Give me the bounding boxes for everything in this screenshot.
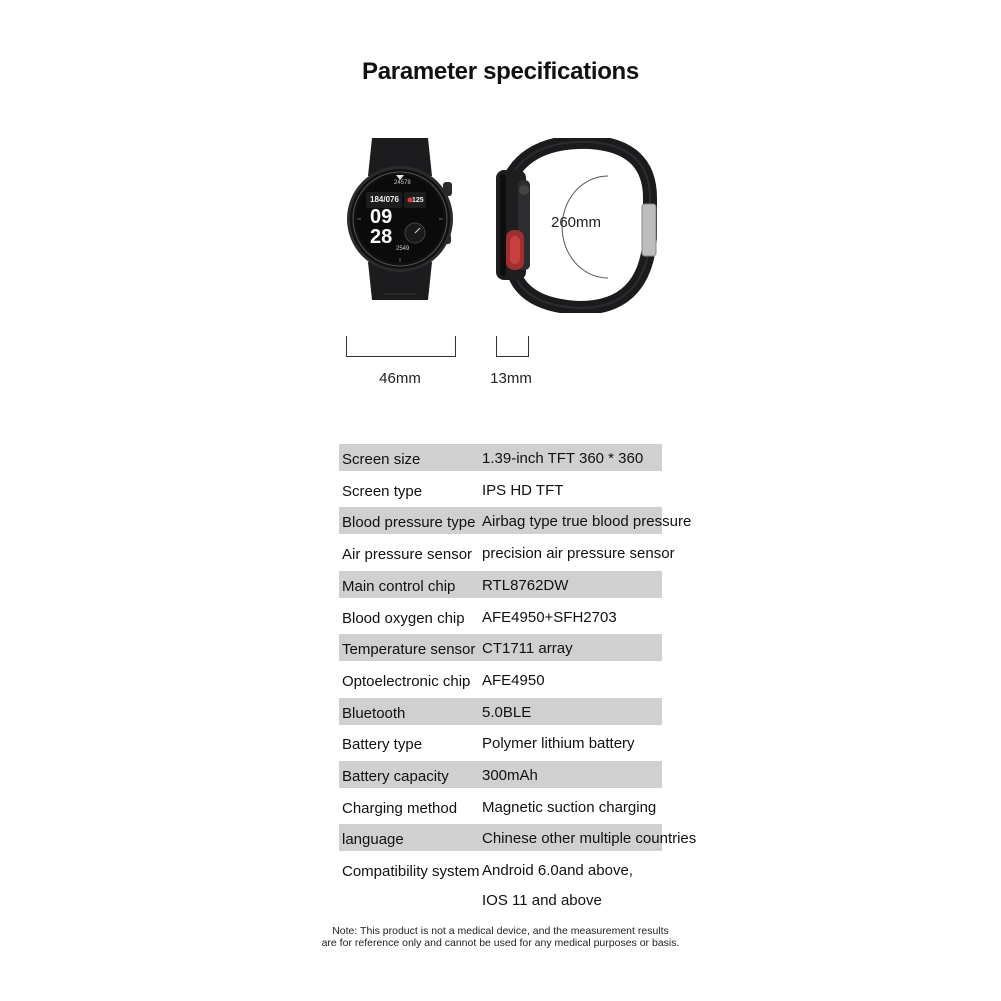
spec-key: Air pressure sensor (342, 546, 473, 564)
disclaimer-note (0, 925, 1001, 949)
spec-row (339, 856, 662, 883)
spec-row (339, 603, 662, 630)
watch-bottom: 2549 (396, 246, 410, 252)
spec-key: Blood pressure type (342, 514, 476, 532)
spec-value: Airbag type true blood pressure (482, 513, 692, 531)
spec-value: precision air pressure sensor (482, 545, 675, 563)
note-line-1: Note: This product is not a medical device, and the measurement results (332, 925, 669, 937)
width-dimension-label: 46mm (379, 370, 421, 387)
spec-key: language (342, 831, 404, 849)
spec-key: Temperature sensor (342, 641, 476, 659)
spec-row (339, 824, 697, 851)
spec-row (339, 444, 662, 471)
spec-value: AFE4950+SFH2703 (482, 608, 617, 626)
spec-key: Blood oxygen chip (342, 609, 465, 627)
thickness-dimension-label: 13mm (490, 370, 532, 387)
spec-key: Optoelectronic chip (342, 672, 471, 690)
thickness-dimension-bracket (496, 336, 529, 357)
spec-value: Android 6.0and above, (482, 862, 633, 880)
spec-value: Polymer lithium battery (482, 735, 635, 753)
spec-key: Bluetooth (342, 704, 406, 722)
watch-front-image (340, 136, 460, 302)
spec-key: Charging method (342, 799, 458, 817)
spec-value: IPS HD TFT (482, 481, 564, 499)
spec-value: AFE4950 (482, 671, 545, 689)
spec-row (339, 729, 662, 756)
watch-minute: 28 (370, 226, 393, 248)
spec-row (339, 634, 662, 661)
width-dimension-bracket (346, 336, 456, 357)
compatibility-extra: IOS 11 and above (482, 892, 602, 909)
spec-row (339, 698, 662, 725)
note-line-2: are for reference only and cannot be used for any medical purposes or basis. (321, 937, 680, 949)
spec-value: CT1711 array (482, 640, 573, 658)
watch-hour: 09 (370, 206, 393, 228)
spec-row (339, 539, 675, 566)
spec-value: 5.0BLE (482, 703, 532, 721)
spec-row (339, 761, 662, 788)
watch-heart: 125 (412, 197, 424, 204)
spec-key: Battery capacity (342, 768, 449, 785)
watch-steps: 24578 (394, 180, 411, 186)
spec-value: 1.39-inch TFT 360 * 360 (482, 450, 644, 467)
page-title: Parameter specifications (362, 58, 639, 85)
spec-row (339, 571, 662, 598)
spec-row (339, 507, 692, 534)
spec-value: Chinese other multiple countries (482, 830, 697, 848)
strap-length-label: 260mm (551, 214, 602, 231)
spec-key: Battery type (342, 736, 423, 754)
spec-value: Magnetic suction charging (482, 798, 657, 816)
spec-key: Screen type (342, 482, 423, 500)
spec-key: Screen size (342, 451, 421, 468)
spec-key: Compatibility system (342, 863, 480, 881)
spec-value: 300mAh (482, 767, 538, 784)
spec-row (339, 793, 662, 820)
spec-value: RTL8762DW (482, 576, 569, 594)
watch-bp: 184/076 (370, 195, 399, 204)
spec-key: Main control chip (342, 577, 456, 595)
spec-row (339, 476, 662, 503)
spec-row (339, 666, 662, 693)
